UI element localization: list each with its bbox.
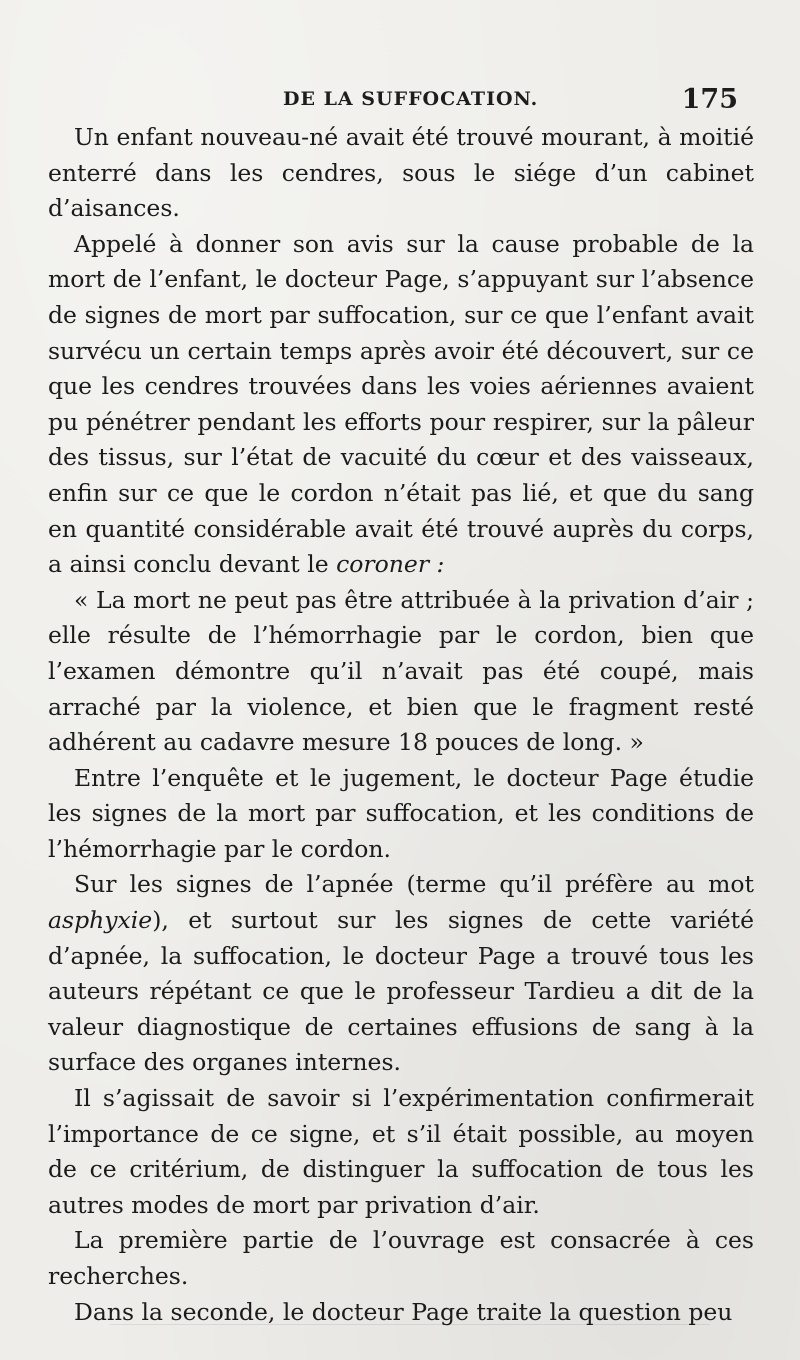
paragraph-3-quote (48, 583, 754, 761)
paragraph-6-text: Il s’agissait de savoir si l’expérimentation confirmerait l’importance de ce signe, et s’il était possible, au moyen de ce critérium, de distinguer la suffocation de tous les autres modes de mort par privation d’air. (48, 1084, 754, 1219)
paragraph-1-text: Un enfant nouveau-né avait été trouvé mourant, à moitié enterré dans les cendres, sous le siége d’un cabinet d’aisances. (48, 123, 754, 223)
paragraph-5-text-b: ), et surtout sur les signes de cette variété d’apnée, la suffocation, le docteur Page a trouvé tous les auteurs répétant ce que le professeur Tardieu a dit de la valeur diagnostique de certaines effusions de sang à la surface des organes internes. (48, 906, 754, 1077)
paragraph-1 (48, 120, 754, 227)
paragraph-3-text: « La mort ne peut pas être attribuée à la privation d’air ; elle résulte de l’hémorrhagie par le cordon, bien que l’examen démontre qu’il n’avait pas été coupé, mais arraché par la violence, et bien que le fragment resté adhérent au cadavre mesure 18 pouces de long. » (48, 585, 754, 757)
bottom-bleed-line (110, 1324, 710, 1325)
paragraph-6 (48, 1081, 754, 1223)
running-title: DE LA SUFFOCATION. (283, 88, 539, 110)
paragraph-2 (48, 227, 754, 583)
running-header (0, 84, 800, 118)
paragraph-7-text: La première partie de l’ouvrage est consacrée à ces recherches. (48, 1226, 754, 1290)
paragraph-5 (48, 867, 754, 1081)
paragraph-2-text: Appelé à donner son avis sur la cause probable de la mort de l’enfant, le docteur Page, s’appuyant sur l’absence de signes de mort par suffocation, sur ce que l’enfant avait survécu un certain temps après avoir été découvert, sur ce que les cendres trouvées dans les voies aériennes avaient pu pénétrer pendant les efforts pour respirer, sur la pâleur des tissus, sur l’état de vacuité du cœur et des vaisseaux, enfin sur ce que le cordon n’était pas lié, et que du sang en quantité considérable avait été trouvé auprès du corps, a ainsi conclu devant le (48, 229, 754, 579)
paragraph-4-text: Entre l’enquête et le jugement, le docteur Page étudie les signes de la mort par suffocation, et les conditions de l’hémorrhagie par le cordon. (48, 763, 754, 863)
paragraph-4 (48, 761, 754, 868)
paragraph-5-text-a: Sur les signes de l’apnée (terme qu’il préfère au mot (74, 870, 754, 899)
paragraph-2-italic: coroner : (336, 550, 445, 579)
paragraph-8-text: Dans la seconde, le docteur Page traite la question peu (74, 1297, 733, 1326)
paragraph-7 (48, 1223, 754, 1294)
paragraph-5-italic: asphyxie (48, 906, 153, 935)
page-number: 175 (681, 84, 738, 115)
body-text (48, 120, 754, 1330)
